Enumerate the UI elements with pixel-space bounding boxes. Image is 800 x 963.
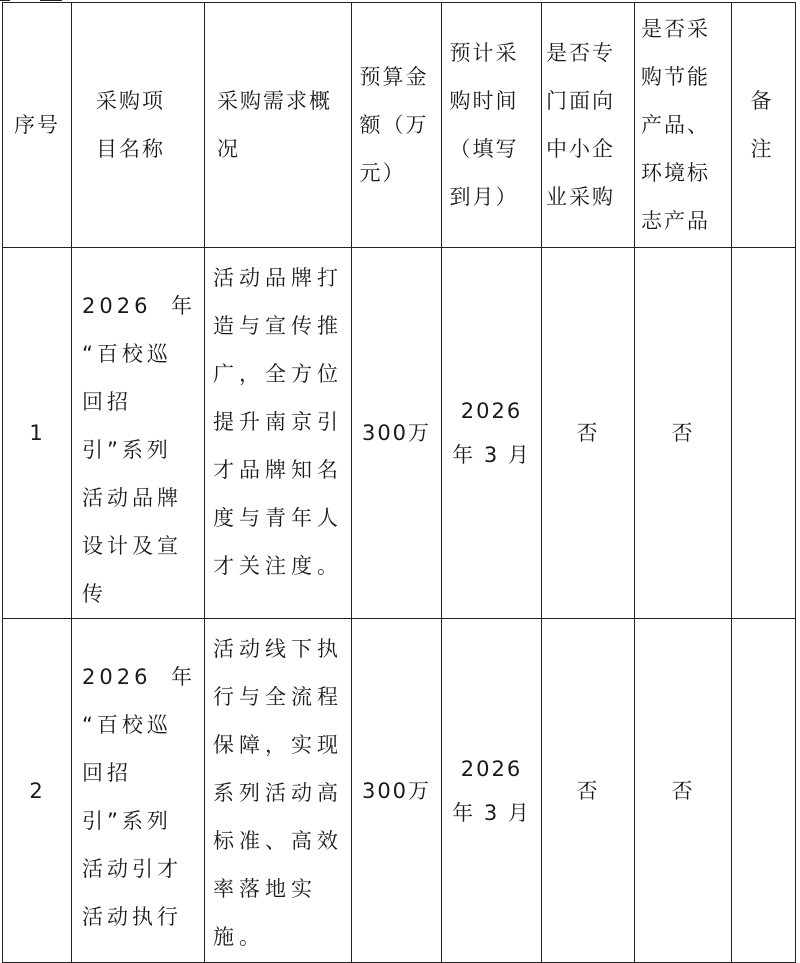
project-year-line xyxy=(82,282,196,330)
header-budget-text: 预算金额（万元） xyxy=(359,65,429,185)
project-year: 2026 xyxy=(82,665,152,689)
project-year-unit: 年 xyxy=(171,665,196,689)
table-row xyxy=(3,248,796,619)
planned-month: 年 3 月 xyxy=(452,443,531,467)
budget-cell: 300万 xyxy=(352,619,442,963)
requirement-cell: 活动品牌打造与宣传推广，全方位提升南京引才品牌知名度与青年人才关注度。 xyxy=(205,248,352,619)
budget-cell: 300万 xyxy=(352,248,442,619)
row-seq: 2 xyxy=(3,619,72,963)
header-project-name xyxy=(72,3,205,248)
energy-saving-cell: 否 xyxy=(635,619,732,963)
header-budget xyxy=(352,3,442,248)
sme-only-cell: 否 xyxy=(542,248,635,619)
header-project-name-text: 采购项目名称 xyxy=(96,89,165,161)
table-header-row xyxy=(3,3,796,248)
project-name-text: “百校巡回招引”系列活动引才活动执行 xyxy=(82,713,182,929)
energy-saving-cell: 否 xyxy=(635,248,732,619)
header-planned-time-text: 预计采购时间（填写到月） xyxy=(449,41,519,209)
row-seq: 1 xyxy=(3,248,72,619)
header-remark-text: 备注 xyxy=(750,89,774,161)
project-name-text: “百校巡回招引”系列活动品牌设计及宣传 xyxy=(82,342,182,606)
project-year-line xyxy=(82,653,196,701)
planned-month: 年 3 月 xyxy=(452,800,531,825)
project-year: 2026 xyxy=(82,294,152,318)
header-sme-only-text: 是否专门面向中小企业采购 xyxy=(546,41,615,209)
planned-time-cell xyxy=(442,248,542,619)
remark-cell xyxy=(732,248,796,619)
planned-time-cell xyxy=(442,619,542,963)
header-requirement-text: 采购需求概况 xyxy=(217,89,332,161)
table-row xyxy=(3,619,796,963)
project-year-unit: 年 xyxy=(171,294,196,318)
planned-year: 2026 xyxy=(460,399,523,423)
planned-year: 2026 xyxy=(460,756,523,781)
header-seq xyxy=(3,3,72,248)
header-sme-only xyxy=(542,3,635,248)
requirement-cell: 活动线下执行与全流程保障，实现系列活动高标准、高效率落地实施。 xyxy=(205,619,352,963)
sme-only-cell: 否 xyxy=(542,619,635,963)
header-requirement xyxy=(205,3,352,248)
project-name-cell xyxy=(72,248,205,619)
header-energy-saving-text: 是否采购节能产品、环境标志产品 xyxy=(641,17,710,233)
header-seq-text: 序号 xyxy=(14,113,60,137)
project-name-cell xyxy=(72,619,205,963)
procurement-plan-table xyxy=(2,2,796,963)
header-energy-saving xyxy=(635,3,732,248)
remark-cell xyxy=(732,619,796,963)
header-remark xyxy=(732,3,796,248)
header-planned-time xyxy=(442,3,542,248)
